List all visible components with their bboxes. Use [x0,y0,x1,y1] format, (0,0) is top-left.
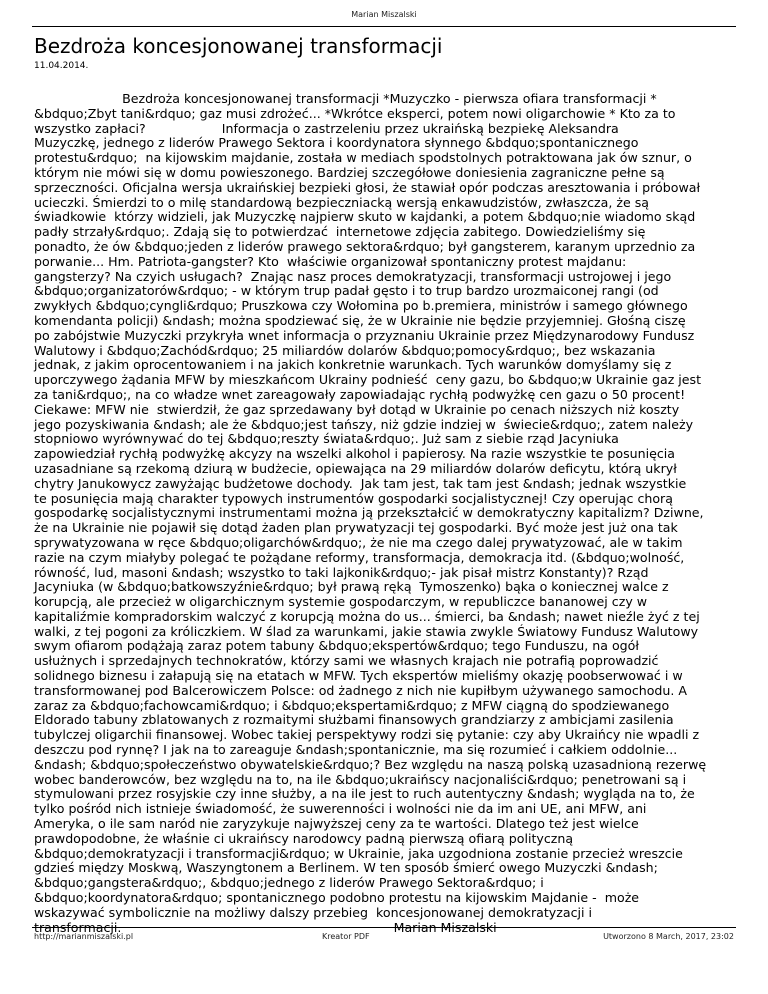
article-line: Bezdroża koncesjonowanej transformacji *Muzyczko - pierwsza ofiara transformacji * [34,91,657,106]
article-line: usłużnych i sprzedajnych technokratów, którzy sami we własnych krajach nie potrafią poprowadzić [34,653,659,669]
article-line: stopniowo wyrównywać do tej &bdquo;reszty świata&rdquo;. Już sam z siebie rząd Jacyniuka [34,431,619,447]
footer-divider [32,927,736,928]
article-line: &bdquo;organizatorów&rdquo; - w którym trup padał gęsto i to trup bardzo urozmaiconej rangi (od [34,283,659,299]
article-line: Eldorado tabuny zblatowanych z rozmaitymi służbami finansowych grandziarzy z ambicjami zasilenia [34,712,674,728]
article-line: zapowiedział rychłą podwyżkę akcyzy na wszelki alkohol i papierosy. Na razie wszystkie te posunięcia [34,446,675,462]
article-line: zaraz za &bdquo;fachowcami&rdquo; i &bdquo;ekspertami&rdquo; z MFW ciągną do spodziewanego [34,697,670,713]
article-line: stymulowani przez rosyjskie czy inne służby, a na ile jest to ruch autentyczny &ndash; wygląda na to, że [34,786,695,802]
article-line: zwykłych &bdquo;cyngli&rdquo; Pruszkowa czy Wołomina po b.premiera, ministrów i samego głównego [34,298,688,314]
article-line: którym nie mówi się w domu powieszonego. Bardziej szczegółowe doniesienia zagraniczne pełne są [34,164,665,180]
article-line: uzasadniane są rzekomą dziurą w budżecie, opiewająca na 29 miliardów dolarów deficytu, którą ukrył [34,460,677,476]
article-line: jednak, z jakim oprocentowaniem i na jakich konkretnie warunkach. Tych warunków domyślamy się z [34,357,672,373]
footer-url: http://marianmiszalski.pl [34,932,134,941]
footer-creator: Kreator PDF [322,932,370,941]
article-line: deszczu pod rynnę? I jak na to zareaguje &ndash;spontanicznie, ma się rozumieć i całkiem oddolnie... [34,742,678,758]
article-line: ponadto, że ów &bdquo;jeden z liderów prawego sektora&rdquo; był gangsterem, karanym uprzednio za [34,238,696,254]
article-line: solidnego biznesu i załapują się na etatach w MFW. Tych ekspertów mieliśmy okazję poobserwować i w [34,668,683,684]
article-line: chytry Janukowycz zawyżając budżetowe dochody. Jak tam jest, tak tam jest &ndash; jednak wszystkie [34,475,687,491]
article-date: 11.04.2014. [34,61,89,71]
article-line: jego pozyskiwania &ndash; ale że &bdquo;jest tańszy, niż gdzie indziej w świecie&rdquo;, zatem należy [34,416,694,432]
article-line: porwanie... Hm. Patriota-gangster? Kto właściwie organizował spontaniczny protest majdanu: [34,253,627,269]
article-line: świadkowie którzy widzieli, jak Muzyczkę najpierw skuto w kajdanki, a potem &bdquo;nie wiadomo skąd [34,209,696,225]
article-line: &bdquo;Zbyt tani&rdquo; gaz musi zdrożeć... *Wkrótce eksperci, potem nowi oligarchowie * Kto za to [34,105,676,121]
article-line: &ndash; &bdquo;społeczeństwo obywatelskie&rdquo;? Bez względu na naszą polską uzasadnioną rezerwę [34,756,707,772]
article-line: wszystko zapłaci? Informacja o zastrzeleniu przez ukraińską bezpiekę Aleksandra [34,120,619,136]
article-line: Muzyczkę, jednego z liderów Prawego Sektora i koordynatora słynnego &bdquo;spontanicznego [34,135,639,151]
article-line: Ameryka, o ile sam naród nie zaryzykuje najwyższej ceny za te wartości. Dlatego też jest wielce [34,816,639,832]
article-line: wobec banderowców, bez względu na to, na ile &bdquo;ukraińscy nacjonaliści&rdquo; penetrowani są i [34,771,687,787]
article-line: Walutowy i &bdquo;Zachód&rdquo; 25 miliardów dolarów &bdquo;pomocy&rdquo;, bez wskazania [34,342,656,358]
article-line: Ciekawe: MFW nie stwierdził, że gaz sprzedawany był dotąd w Ukrainie po cenach niższych niż koszty [34,401,680,417]
article-line: gangsterzy? Na czyich usługach? Znając nasz proces demokratyzacji, transformacji ustrojowej i jego [34,268,672,284]
article-line: po zabójstwie Muzyczki przykryła wnet informacja o przyznaniu Ukrainie przez Międzynarodowy Fundusz [34,327,695,343]
article-line: padły strzały&rdquo;. Zdają się to potwierdzać internetowe zdjęcia zabitego. Dowiedzieliśmy się [34,224,646,240]
article-line: sprzeczności. Oficjalna wersja ukraińskiej bezpieki głosi, że stawiał opór podczas aresztowania i próbował [34,179,701,195]
article-line: za tani&rdquo;, na co władze wnet zareagowały zapowiadając rychłą podwyżkę cen gazu o 50 procent! [34,386,686,402]
article-line: razie na czym miałyby polegać te pożądane reformy, transformacja, demokracja itd. (&bdquo;wolność, [34,549,685,565]
article-line: transformacji. Marian Miszalski [34,919,497,935]
article-line: &bdquo;demokratyzacji i transformacji&rdquo; w Ukrainie, jaka uzgodniona zostanie przecież wreszcie [34,845,683,861]
article-line: tubylczej oligarchii finansowej. Wobec takiej perspektywy rodzi się pytanie: czy aby Ukraińcy nie wpadli z [34,727,700,743]
article-line: Jacyniuka (w &bdquo;batkowszyźnie&rdquo; był prawą ręką Tymoszenko) bąka o koniecznej walce z [34,579,669,595]
article-line: swym ofiarom podążają zaraz potem tabuny &bdquo;ekspertów&rdquo; tego Funduszu, na ogół [34,638,639,654]
article-line: gospodarkę socjalistycznymi instrumentami można ją przekształcić w demokratyczny kapitalizm? Dziwne, [34,505,704,521]
article-body [34,92,736,935]
article-line: ucieczki. Śmierdzi to o milę standardową bezpieczniacką wersją enkawudzistów, zwłaszcza, że są [34,194,649,210]
article-line: uporczywego żądania MFW by mieszkańcom Ukrainy podnieść ceny gazu, bo &bdquo;w Ukrainie gaz jest [34,372,702,388]
article-line: walki, z tej pogoni za króliczkiem. W ślad za warunkami, jakie stawia zwykle Światowy Fundusz Walutowy [34,623,699,639]
header-divider [32,26,736,27]
article-line: gdzieś między Moskwą, Waszyngtonem a Berlinem. W ten sposób śmierć owego Muzyczki &ndash; [34,860,658,876]
article-line: protestu&rdquo; na kijowskim majdanie, została w mediach spodstolnych potraktowana jak ów sznur, o [34,150,692,166]
article-line: &bdquo;koordynatora&rdquo; spontanicznego podobno protestu na kijowskim Majdanie - może [34,890,640,906]
article-line: &bdquo;gangstera&rdquo;, &bdquo;jednego z liderów Prawego Sektora&rdquo; i [34,875,544,891]
page-header-author: Marian Miszalski [351,10,417,19]
article-line: równość, lud, masoni &ndash; wszystko to taki lajkonik&rdquo;- jak pisał mistrz Konstanty)? Rząd [34,564,649,580]
article-line: transformowanej pod Balcerowiczem Polsce: od żadnego z nich nie kupiłbym używanego samochodu. A [34,682,688,698]
article-line: prawdopodobne, że właśnie ci ukraińscy narodowcy padną pierwszą ofiarą polityczną [34,830,574,846]
article-line: że na Ukrainie nie pojawił się dotąd żaden plan prywatyzacji tej gospodarki. Być może jest już ona tak [34,520,678,536]
footer-created-date: Utworzono 8 March, 2017, 23:02 [603,932,734,941]
article-line: te posunięcia mają charakter typowych instrumentów gospodarki socjalistycznej! Czy operując chorą [34,490,673,506]
article-line: korupcją, ale przecież w oligarchicznym systemie gospodarczym, w republiczce bananowej czy w [34,594,648,610]
article-title: Bezdroża koncesjonowanej transformacji [34,34,443,58]
article-line: tylko pośród nich istnieje świadomość, że suwerenności i wolności nie da im ani UE, ani MFW, ani [34,801,647,817]
article-line: sprywatyzowana w ręce &bdquo;oligarchów&rdquo;, że nie ma czego dalej prywatyzować, ale w takim [34,534,683,550]
article-line: kapitaliźmie kompradorskim walczyć z korupcją można do us... śmierci, ba &ndash; nawet nieźle żyć z tej [34,608,700,624]
article-line: komendanta policji) &ndash; można spodziewać się, że w Ukrainie nie będzie przyjemniej. Głośną ciszę [34,312,686,328]
article-line: wskazywać symbolicznie na możliwy dalszy przebieg koncesjonowanej demokratyzacji i [34,904,593,920]
